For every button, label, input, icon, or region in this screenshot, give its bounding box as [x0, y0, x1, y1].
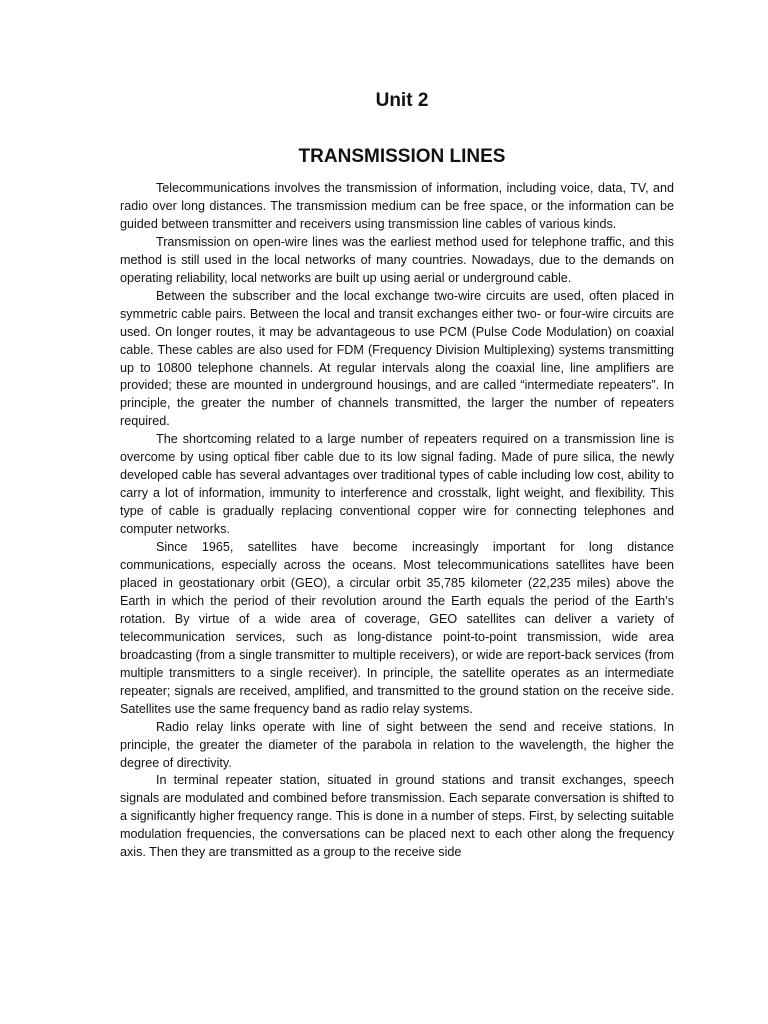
paragraph: Telecommunications involves the transmission of information, including voice, data, TV, and radio over long distances. The transmission medium can be free space, or the information can be guided between transmitter and receivers using transmission line cables of various kinds.	[120, 181, 674, 231]
paragraph: The shortcoming related to a large number of repeaters required on a transmission line is overcome by using optical fiber cable due to its low signal fading. Made of pure silica, the newly developed cable has several advantages over traditional types of cable including low cost, ability to carry a lot of information, immunity to interference and crosstalk, light weight, and flexibility. This type of cable is gradually replacing conventional copper wire for connecting telephones and computer networks.	[120, 432, 674, 537]
unit-heading: Unit 2	[375, 90, 429, 111]
paragraph: In terminal repeater station, situated in ground stations and transit exchanges, speech signals are modulated and combined before transmission. Each separate conversation is shifted to a significantly higher frequency range. This is done in a number of steps. First, by selecting suitable modulation frequencies, the conversations can be placed next to each other along the frequency axis. Then they are transmitted as a group to the receive side	[120, 773, 674, 860]
paragraph: Since 1965, satellites have become increasingly important for long distance communications, especially across the oceans. Most telecommunications satellites have been placed in geostationary orbit (GEO), a circular orbit 35,785 kilometer (22,235 miles) above the Earth in which the period of their revolution around the Earth equals the period of the Earth’s rotation. By virtue of a wide area of coverage, GEO satellites can deliver a variety of telecommunication services, such as long-distance point-to-point transmission, wide area broadcasting (from a single transmitter to multiple receivers), or wide are report-back services (from multiple transmitters to a single receiver). In principle, the satellite operates as an intermediate repeater; signals are received, amplified, and transmitted to the ground station on the receive side. Satellites use the same frequency band as radio relay systems.	[120, 540, 674, 716]
document-body	[120, 180, 674, 862]
document-page	[120, 88, 674, 862]
document-title: TRANSMISSION LINES	[298, 146, 506, 167]
paragraph: Between the subscriber and the local exchange two-wire circuits are used, often placed in symmetric cable pairs. Between the local and transit exchanges either two- or four-wire circuits are used. On longer routes, it may be advantageous to use PCM (Pulse Code Modulation) on coaxial cable. These cables are also used for FDM (Frequency Division Multiplexing) systems transmitting up to 10800 telephone channels. At regular intervals along the coaxial line, line amplifiers are provided; these are mounted in underground housings, and are called “intermediate repeaters”. In principle, the greater the number of channels transmitted, the larger the number of repeaters required.	[120, 288, 674, 429]
paragraph: Radio relay links operate with line of sight between the send and receive stations. In principle, the greater the diameter of the parabola in relation to the wavelength, the higher the degree of directivity.	[120, 719, 674, 770]
paragraph: Transmission on open-wire lines was the earliest method used for telephone traffic, and this method is still used in the local networks of many countries. Nowadays, due to the demands on operating reliability, local networks are built up using aerial or underground cable.	[120, 234, 674, 285]
